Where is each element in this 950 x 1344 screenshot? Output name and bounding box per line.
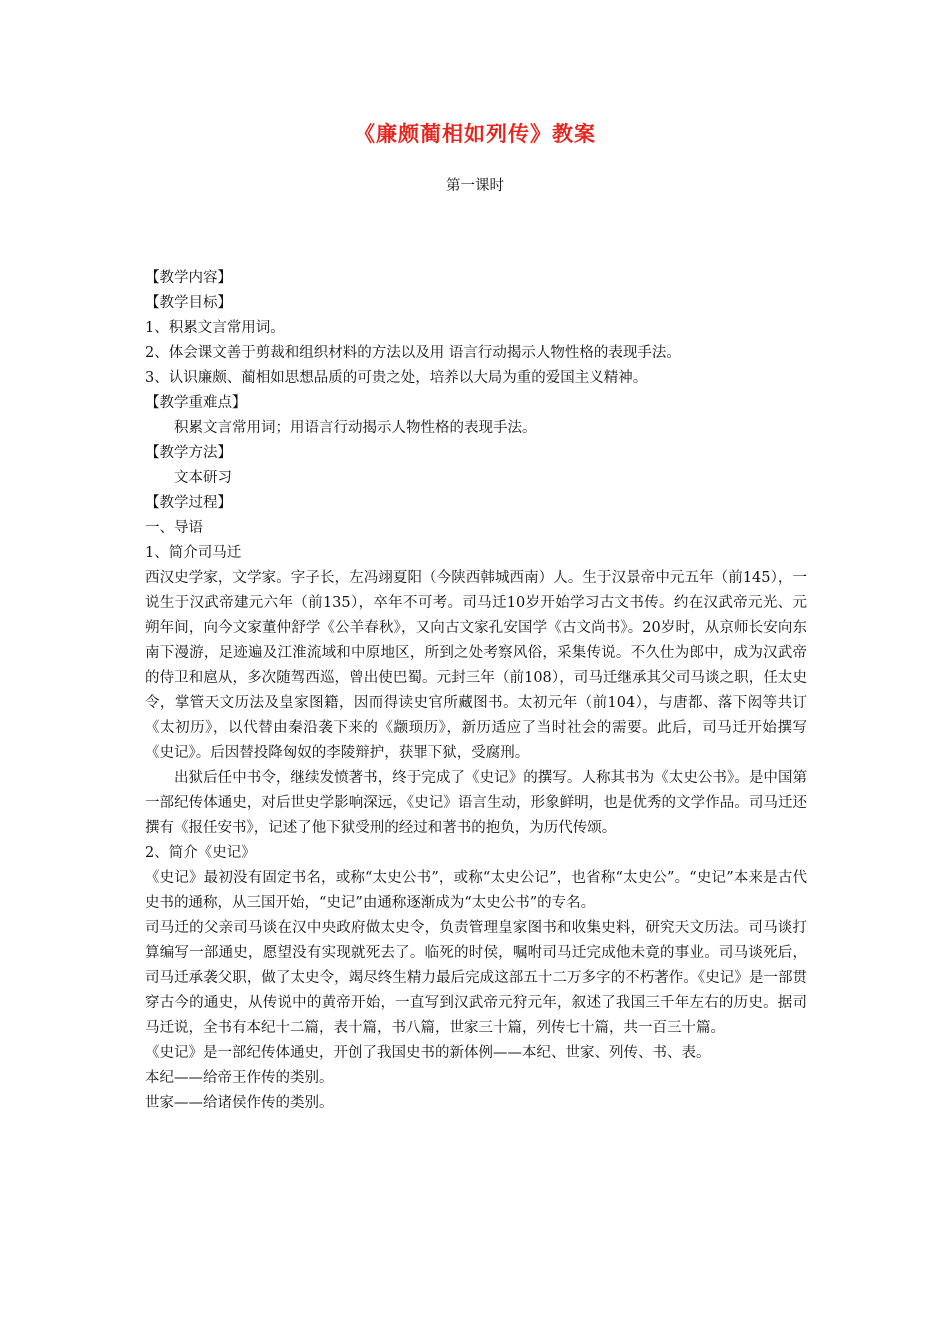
document-body: [145, 266, 807, 1116]
document-title: 《廉颇蔺相如列传》教案: [354, 122, 596, 146]
goal-item-1: 1、积累文言常用词。: [145, 320, 285, 336]
key-points-text: 积累文言常用词；用语言行动揭示人物性格的表现手法。: [174, 420, 537, 436]
heading-teaching-goals: 【教学目标】: [145, 295, 232, 311]
line-shijia: 世家——给诸侯作传的类别。: [145, 1095, 334, 1111]
heading-teaching-content: 【教学内容】: [145, 270, 232, 286]
subsection-shiji: 2、简介《史记》: [145, 845, 256, 861]
section-introduction: 一、导语: [145, 520, 203, 536]
heading-teaching-process: 【教学过程】: [145, 495, 232, 511]
paragraph-shiji-format: 《史记》是一部纪传体通史，开创了我国史书的新体例——本纪、世家、列传、书、表。: [145, 1045, 711, 1061]
line-benji: 本纪——给帝王作传的类别。: [145, 1070, 334, 1086]
goal-item-3: 3、认识廉颇、蔺相如思想品质的可贵之处，培养以大局为重的爱国主义精神。: [145, 370, 648, 386]
paragraph-shiji-origin: 司马迁的父亲司马谈在汉中央政府做太史令，负责管理皇家图书和收集史料，研究天文历法。司马谈打算编写一部通史，愿望没有实现就死去了。临死的时侯，嘱咐司马迁完成他未竟的事业。司马谈死后，司马迁承袭父职，做了太史令，竭尽终生精力最后完成这部五十二万多字的不朽著作。《史记》是一部贯穿古今的通史，从传说中的黄帝开始，一直写到汉武帝元狩元年，叙述了我国三千年左右的历史。据司马迁说，全书有本纪十二篇，表十篇，书八篇，世家三十篇，列传七十篇，共一百三十篇。: [145, 920, 807, 1036]
paragraph-sima-qian-later: 出狱后任中书令，继续发愤著书，终于完成了《史记》的撰写。人称其书为《太史公书》。是中国第一部纪传体通史，对后世史学影响深远，《史记》语言生动，形象鲜明，也是优秀的文学作品。司马迁还撰有《报任安书》，记述了他下狱受刑的经过和著书的抱负，为历代传颂。: [145, 770, 807, 836]
goal-item-2: 2、体会课文善于剪裁和组织材料的方法以及用 语言行动揭示人物性格的表现手法。: [145, 345, 681, 361]
heading-key-points: 【教学重难点】: [145, 395, 247, 411]
lesson-subtitle: 第一课时: [446, 178, 504, 194]
paragraph-sima-qian-bio: 西汉史学家，文学家。字子长，左冯翊夏阳（今陕西韩城西南）人。生于汉景帝中元五年（前145），一说生于汉武帝建元六年（前135），卒年不可考。司马迁10岁开始学习古文书传。约在汉武帝元光、元朔年间，向今文家董仲舒学《公羊春秋》，又向古文家孔安国学《古文尚书》。20岁时，从京师长安向东南下漫游，足迹遍及江淮流域和中原地区，所到之处考察风俗，采集传说。不久仕为郎中，成为汉武帝的侍卫和扈从，多次随驾西巡，曾出使巴蜀。元封三年（前108），司马迁继承其父司马谈之职，任太史令，掌管天文历法及皇家图籍，因而得读史官所藏图书。太初元年（前104），与唐都、落下闳等共订《太初历》，以代替由秦沿袭下来的《颛顼历》，新历适应了当时社会的需要。此后，司马迁开始撰写《史记》。后因替投降匈奴的李陵辩护，获罪下狱，受腐刑。: [145, 570, 807, 761]
heading-teaching-method: 【教学方法】: [145, 445, 232, 461]
paragraph-shiji-name: 《史记》最初没有固定书名，或称“太史公书”，或称“太史公记”，也省称“太史公”。“史记”本来是古代史书的通称，从三国开始，“史记”由通称逐渐成为“太史公书”的专名。: [145, 870, 807, 911]
subsection-sima-qian: 1、简介司马迁: [145, 545, 242, 561]
teaching-method-text: 文本研习: [174, 470, 232, 486]
